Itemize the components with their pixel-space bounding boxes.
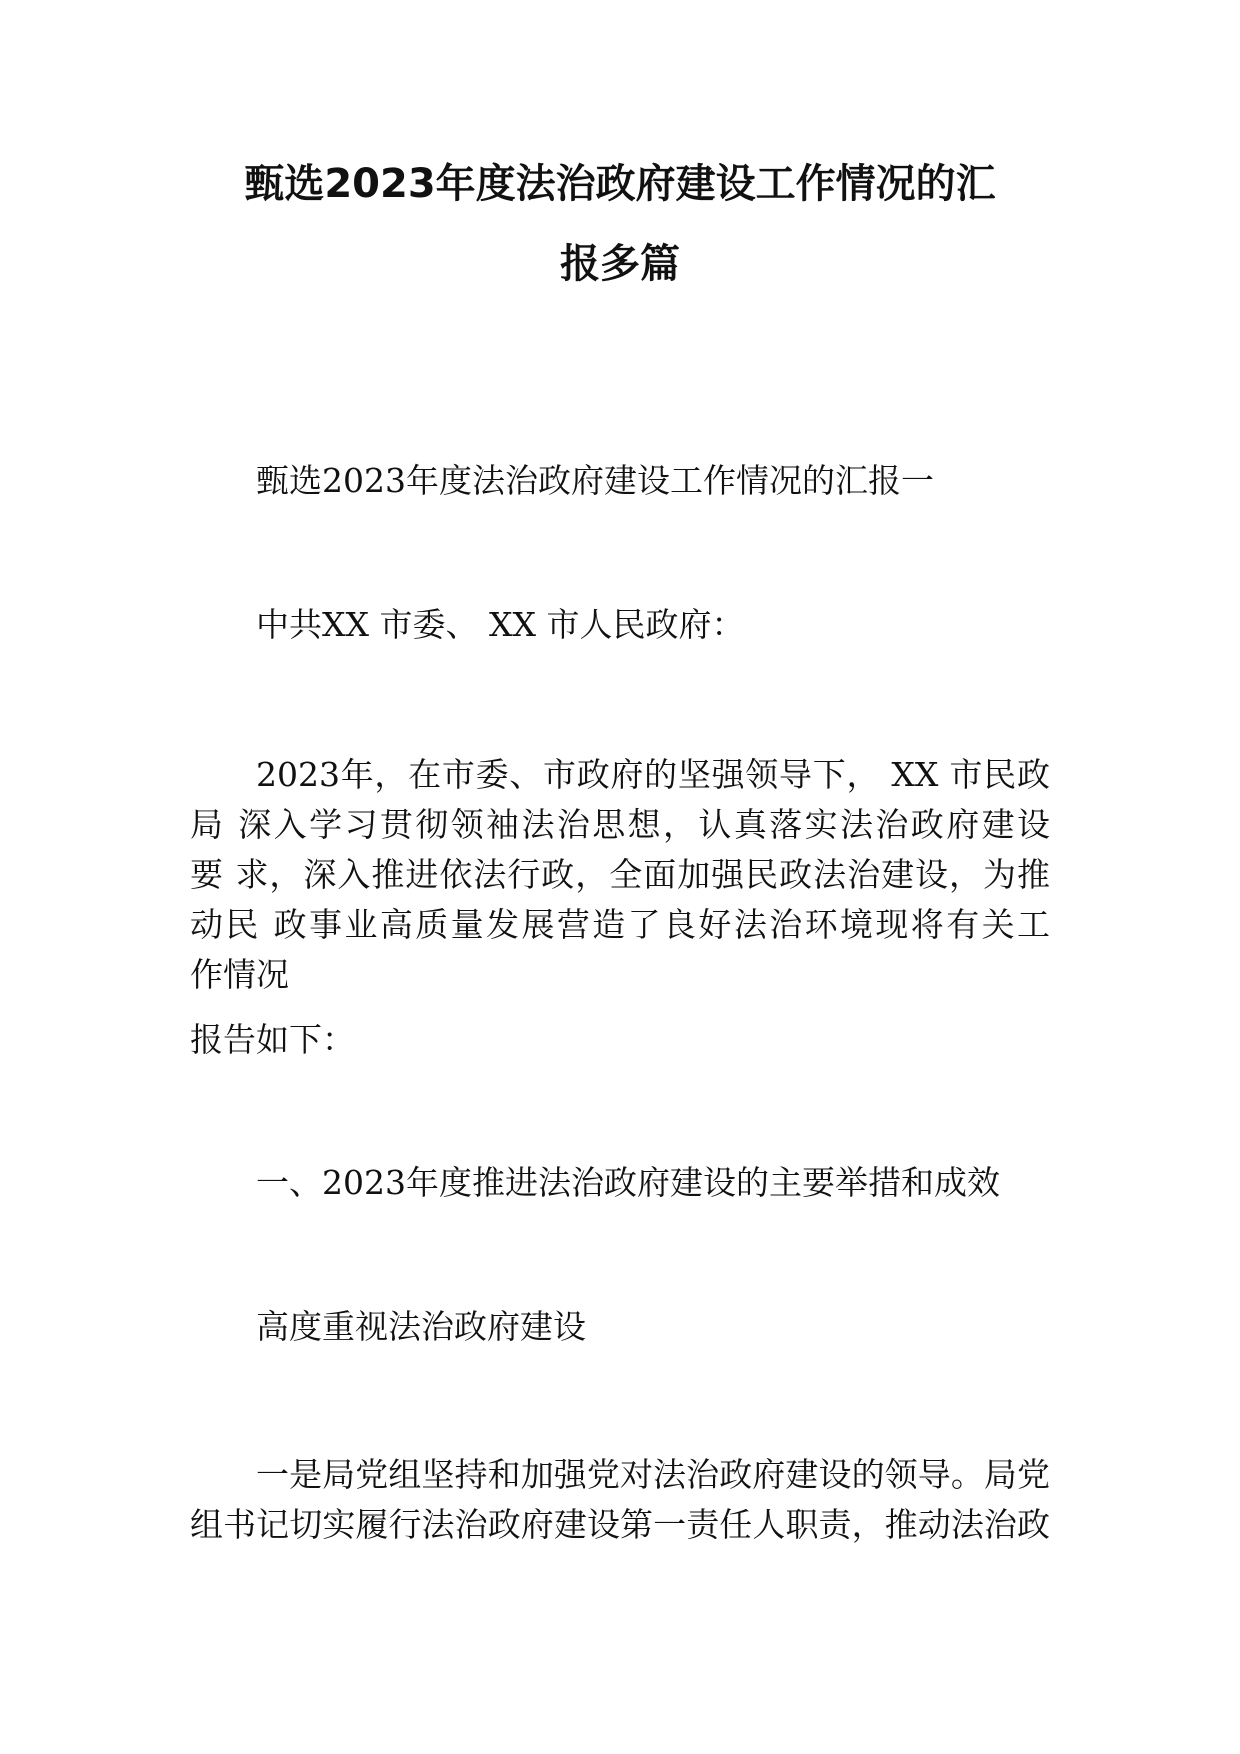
paragraph-1-end: 报告如下： <box>190 1020 355 1059</box>
paragraph-line: 作情况 <box>190 955 289 994</box>
subheading-1: 高度重视法治政府建设 <box>256 1307 586 1346</box>
paragraph-line: 组书记切实履行法治政府建设第一责任人职责，推动法治政 <box>190 1505 1050 1544</box>
paragraph-line: 局 深入学习贯彻领袖法治思想，认真落实法治政府建设 <box>190 805 1050 844</box>
paragraph-line: 要 求，深入推进依法行政，全面加强民政法治建设，为推 <box>190 855 1050 894</box>
paragraph-line: 动民 政事业高质量发展营造了良好法治环境现将有关工 <box>190 905 1050 944</box>
paragraph-line: 2023年，在市委、市政府的坚强领导下， XX 市民政 <box>256 755 1050 794</box>
document-title-line-2: 报多篇 <box>560 241 680 287</box>
report-subtitle: 甄选2023年度法治政府建设工作情况的汇报一 <box>256 461 934 500</box>
paragraph-line: 一是局党组坚持和加强党对法治政府建设的领导。局党 <box>256 1455 1050 1494</box>
salutation: 中共XX 市委、 XX 市人民政府： <box>256 605 745 644</box>
section-heading-1: 一、2023年度推进法治政府建设的主要举措和成效 <box>256 1163 1000 1202</box>
document-title-line-1: 甄选2023年度法治政府建设工作情况的汇 <box>244 161 996 207</box>
